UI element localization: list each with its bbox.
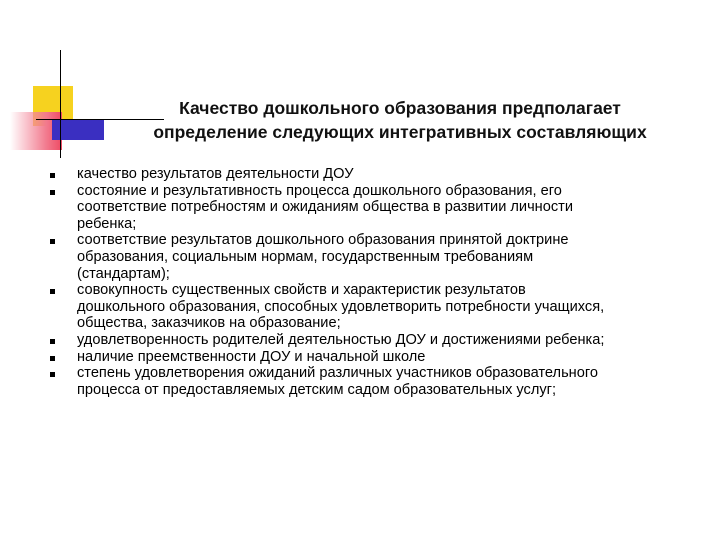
bullet-icon bbox=[50, 356, 55, 361]
item-text: ребенка; bbox=[77, 215, 137, 232]
item-text: соответствие потребностям и ожиданиям общества в развитии личности bbox=[77, 199, 573, 216]
list-item bbox=[48, 349, 708, 366]
deco-vertical-line bbox=[60, 50, 61, 158]
list-item bbox=[48, 166, 708, 183]
item-text: удовлетворенность родителей деятельностью ДОУ и достижениями ребенка; bbox=[77, 331, 605, 348]
bullet-icon bbox=[50, 190, 55, 195]
bullet-icon bbox=[50, 173, 55, 178]
item-text: процесса от предоставляемых детским садом образовательных услуг; bbox=[77, 381, 557, 398]
slide-title bbox=[95, 96, 705, 144]
list-item bbox=[48, 332, 708, 349]
bullet-icon bbox=[50, 289, 55, 294]
bullet-icon bbox=[50, 339, 55, 344]
item-text: соответствие результатов дошкольного образования принятой доктрине bbox=[77, 232, 569, 249]
item-text: общества, заказчиков на образование; bbox=[77, 315, 341, 332]
item-text: качество результатов деятельности ДОУ bbox=[77, 166, 354, 182]
item-text: образования, социальным нормам, государственным требованиям bbox=[77, 248, 534, 265]
item-text: состояние и результативность процесса дошкольного образования, его bbox=[77, 182, 562, 199]
bullet-icon bbox=[50, 239, 55, 244]
title-line: Качество дошкольного образования предполагает bbox=[179, 97, 621, 118]
list-item bbox=[48, 183, 708, 233]
list-item bbox=[48, 232, 708, 282]
item-text: степень удовлетворения ожиданий различных участников образовательного bbox=[77, 365, 598, 382]
list-item bbox=[48, 282, 708, 332]
list-item bbox=[48, 365, 708, 398]
item-text: наличие преемственности ДОУ и начальной школе bbox=[77, 348, 426, 365]
item-text: совокупность существенных свойств и характеристик результатов bbox=[77, 282, 526, 299]
bullet-icon bbox=[50, 372, 55, 377]
title-line: определение следующих интегративных составляющих bbox=[153, 121, 647, 142]
bullet-list bbox=[48, 166, 708, 398]
item-text: дошкольного образования, способных удовлетворить потребности учащихся, bbox=[77, 298, 605, 315]
item-text: (стандартам); bbox=[77, 265, 170, 282]
